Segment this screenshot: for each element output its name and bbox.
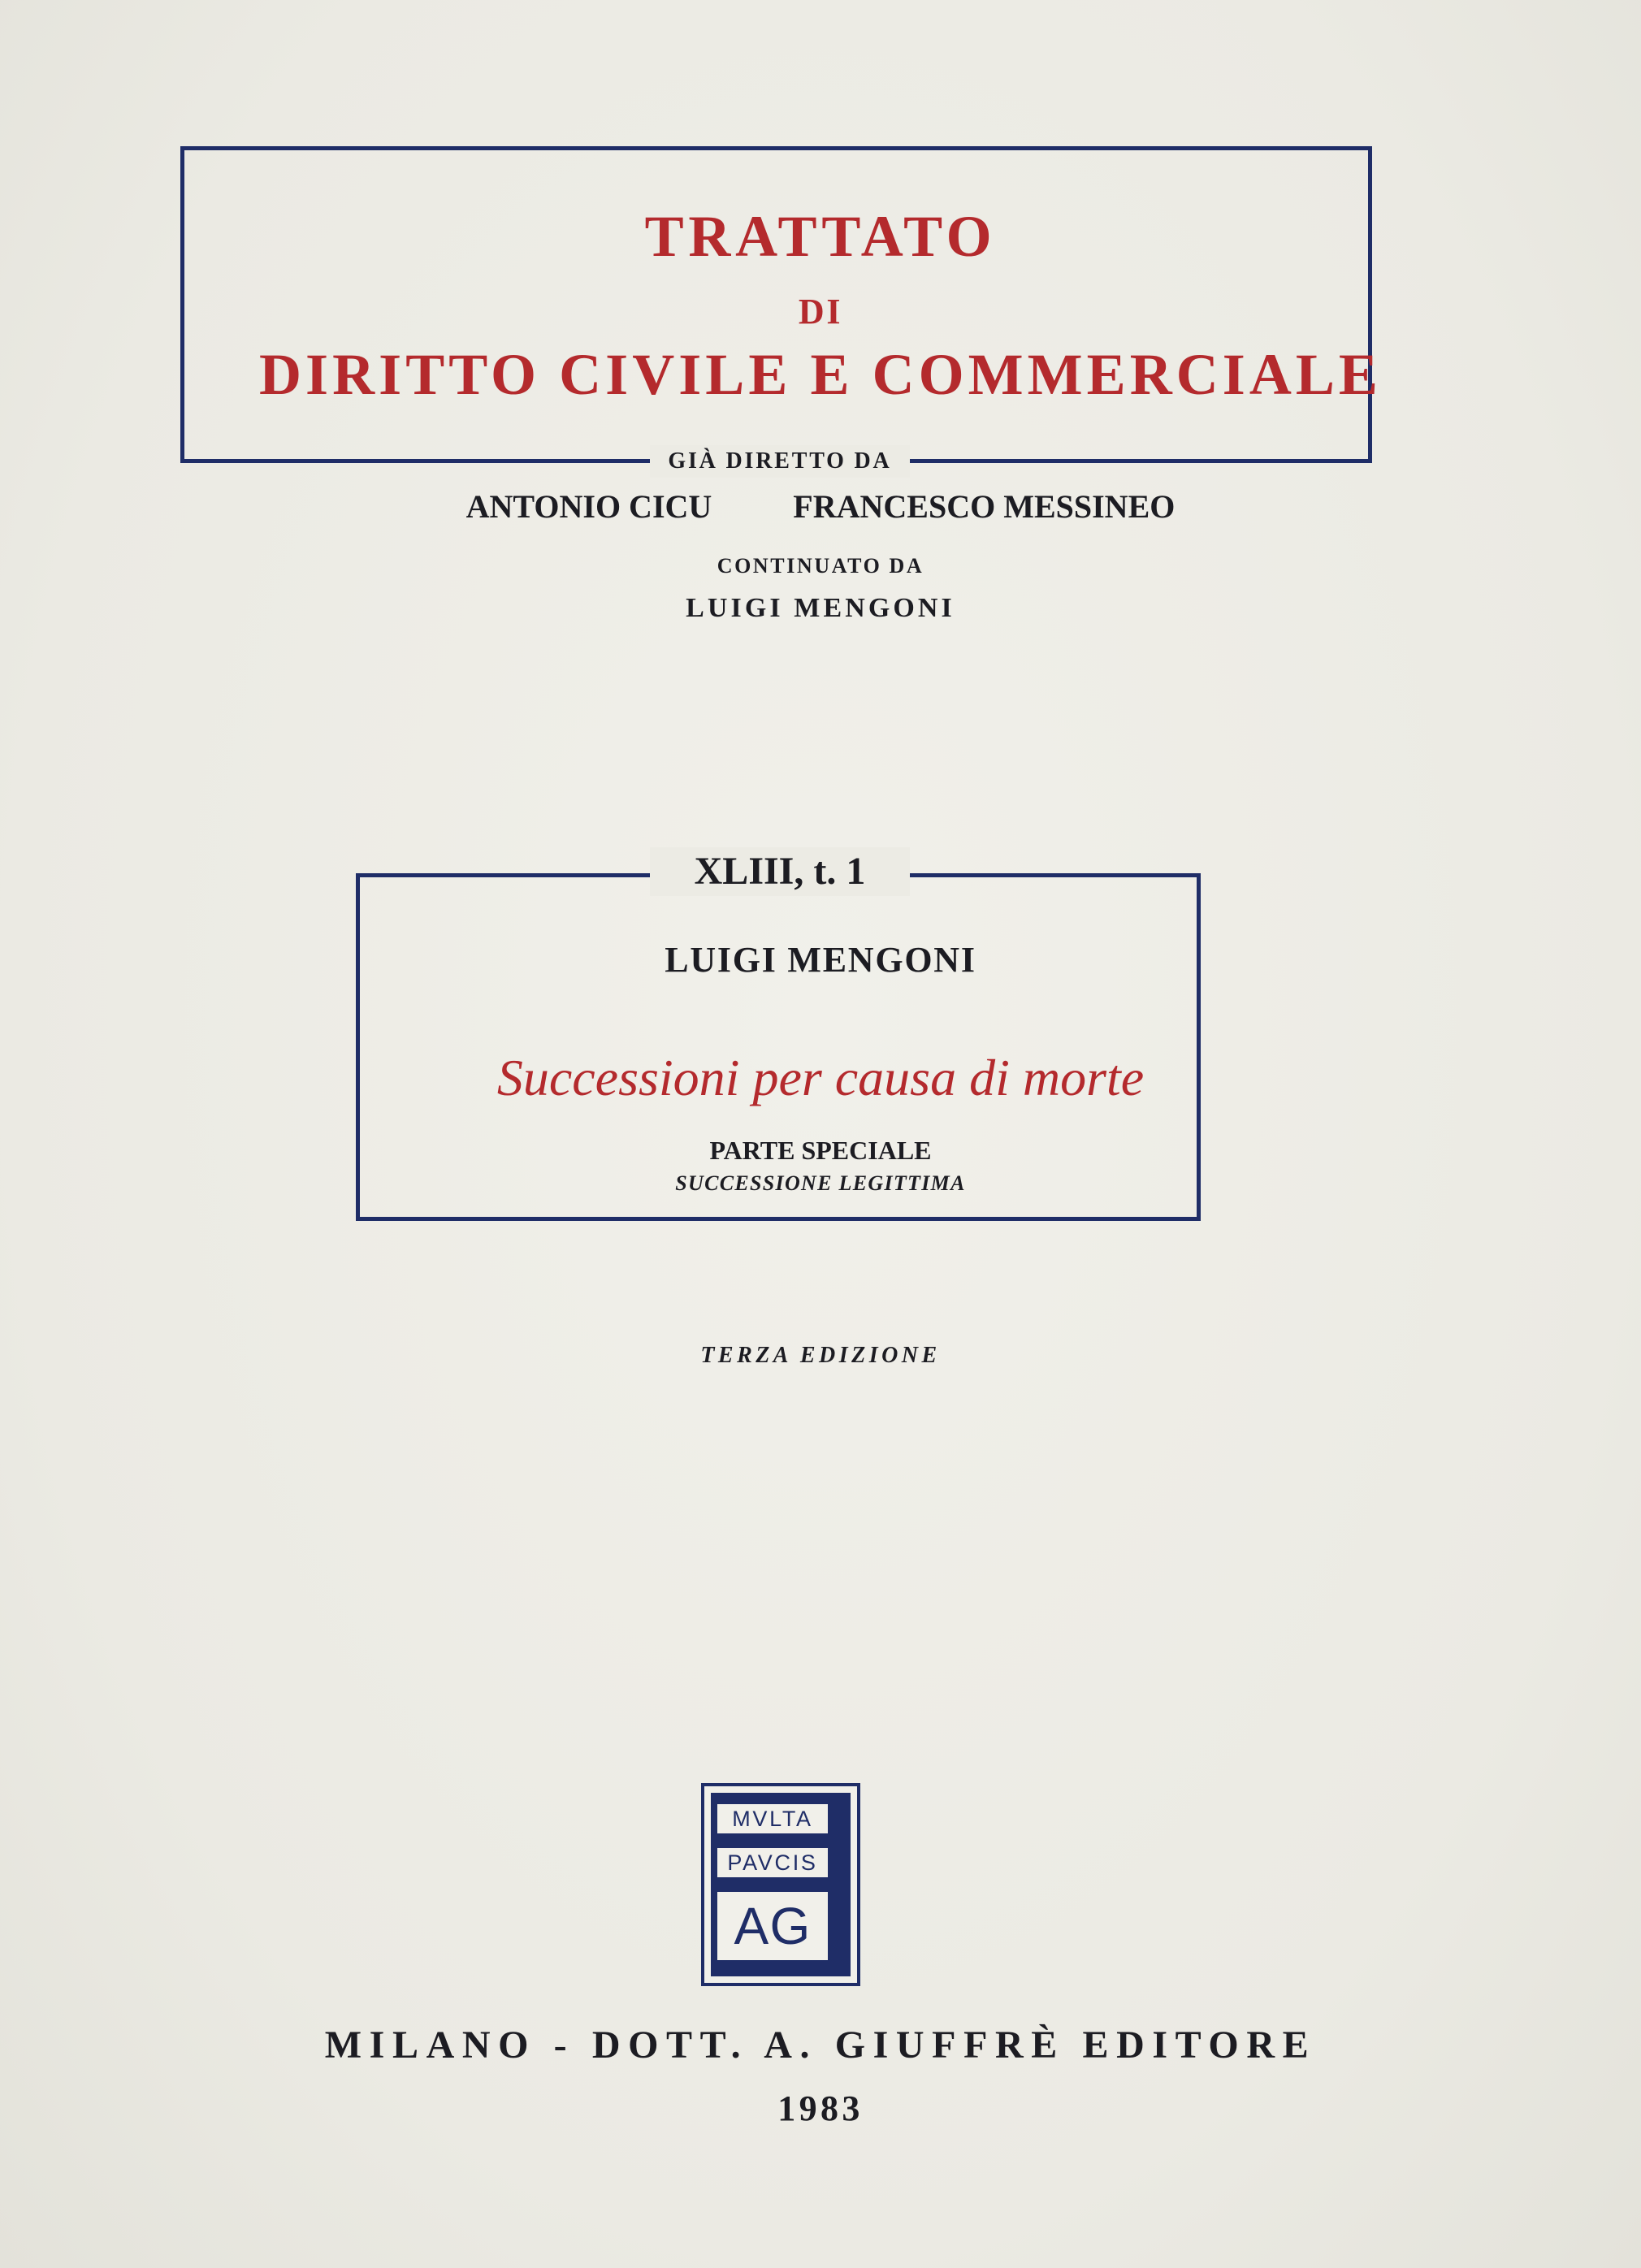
series-title-line2: DI bbox=[798, 292, 843, 331]
volume-number: XLIII, t. 1 bbox=[650, 847, 910, 896]
logo-motto-line2: PAVCIS bbox=[716, 1846, 829, 1879]
edition-label: TERZA EDIZIONE bbox=[700, 1343, 941, 1368]
series-title-line1: TRATTATO bbox=[644, 204, 997, 269]
volume-title: Successioni per causa di morte bbox=[496, 1049, 1145, 1106]
directors-names bbox=[0, 487, 1641, 526]
volume-part: PARTE SPECIALE bbox=[709, 1136, 932, 1165]
logo-initials: AG bbox=[716, 1890, 829, 1962]
publication-year: 1983 bbox=[777, 2088, 864, 2128]
volume-subpart: SUCCESSIONE LEGITTIMA bbox=[675, 1171, 966, 1195]
volume-frame bbox=[356, 873, 1201, 1221]
director-name-2: FRANCESCO MESSINEO bbox=[793, 488, 1176, 525]
directed-by-label: GIÀ DIRETTO DA bbox=[650, 445, 910, 478]
continued-by-label: CONTINUATO DA bbox=[717, 554, 924, 578]
logo-motto-line1: MVLTA bbox=[716, 1803, 829, 1835]
publisher-logo bbox=[701, 1783, 860, 1986]
continued-by-name: LUIGI MENGONI bbox=[686, 593, 955, 623]
director-name-1: ANTONIO CICU bbox=[465, 488, 712, 525]
volume-author: LUIGI MENGONI bbox=[665, 940, 976, 980]
publisher-line: MILANO - DOTT. A. GIUFFRÈ EDITORE bbox=[324, 2023, 1317, 2067]
series-title-line3: DIRITTO CIVILE E COMMERCIALE bbox=[259, 342, 1382, 407]
